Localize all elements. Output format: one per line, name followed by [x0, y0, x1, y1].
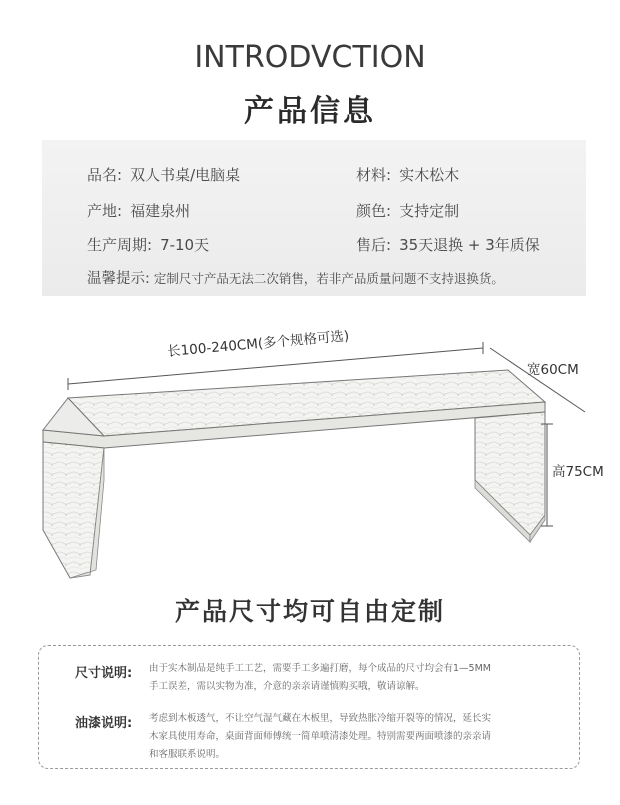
info-row-color [356, 200, 459, 221]
info-value: 支持定制 [399, 202, 460, 220]
info-key: 产地: [87, 202, 123, 220]
paint-description-text [149, 710, 574, 764]
info-value: 7-10天 [160, 236, 210, 254]
note-key: 温馨提示: [87, 271, 150, 287]
description-box [38, 645, 580, 769]
info-key: 生产周期: [87, 236, 153, 254]
info-value: 双人书桌/电脑桌 [130, 166, 241, 184]
paint-description-line: 考虑到木板透气，不让空气湿气藏在木板里，导致热胀冷缩开裂等的情况，延长实 [149, 713, 492, 724]
size-description-line: 手工误差，需以实物为准，介意的亲亲请谨慎购买哦，敬请谅解。 [149, 681, 425, 692]
paint-description-line: 和客服联系说明。 [149, 749, 226, 760]
paint-description-label: 油漆说明: [75, 716, 133, 731]
info-row-production-cycle [87, 234, 209, 255]
info-value: 35天退换 + 3年质保 [399, 236, 540, 254]
info-row-origin [87, 200, 190, 221]
length-dimension-label: 长100-240CM(多个规格可选) [166, 328, 350, 360]
info-key: 售后: [356, 236, 392, 254]
info-value: 福建泉州 [130, 202, 191, 220]
info-key: 材料: [356, 166, 392, 184]
paint-description-line: 木家具使用寿命，桌面背面师傅统一简单喷清漆处理。特别需要两面喷漆的亲亲请 [149, 731, 492, 742]
width-dimension-label: 宽60CM [527, 362, 579, 378]
desk-illustration-area [0, 320, 620, 590]
custom-size-title: 产品尺寸均可自由定制 [174, 597, 445, 626]
size-description-text [149, 660, 569, 696]
note-value: 定制尺寸产品无法二次销售，若非产品质量问题不支持退换货。 [153, 271, 504, 286]
size-description-line: 由于实木制品是纯手工工艺，需要手工多遍打磨，每个成品的尺寸均会有1—5MM [149, 663, 491, 674]
info-row-material [356, 164, 459, 185]
info-row-name [87, 164, 240, 185]
product-info-panel [42, 140, 586, 296]
intro-title-en: INTRODVCTION [194, 40, 426, 75]
intro-title-cn: 产品信息 [244, 94, 376, 129]
size-description-label: 尺寸说明: [75, 666, 133, 681]
info-value: 实木松木 [399, 166, 460, 184]
info-key: 品名: [87, 166, 123, 184]
height-dimension-label: 高75CM [552, 464, 604, 480]
info-row-after-sales [356, 234, 540, 255]
info-key: 颜色: [356, 202, 392, 220]
info-note [87, 267, 504, 288]
